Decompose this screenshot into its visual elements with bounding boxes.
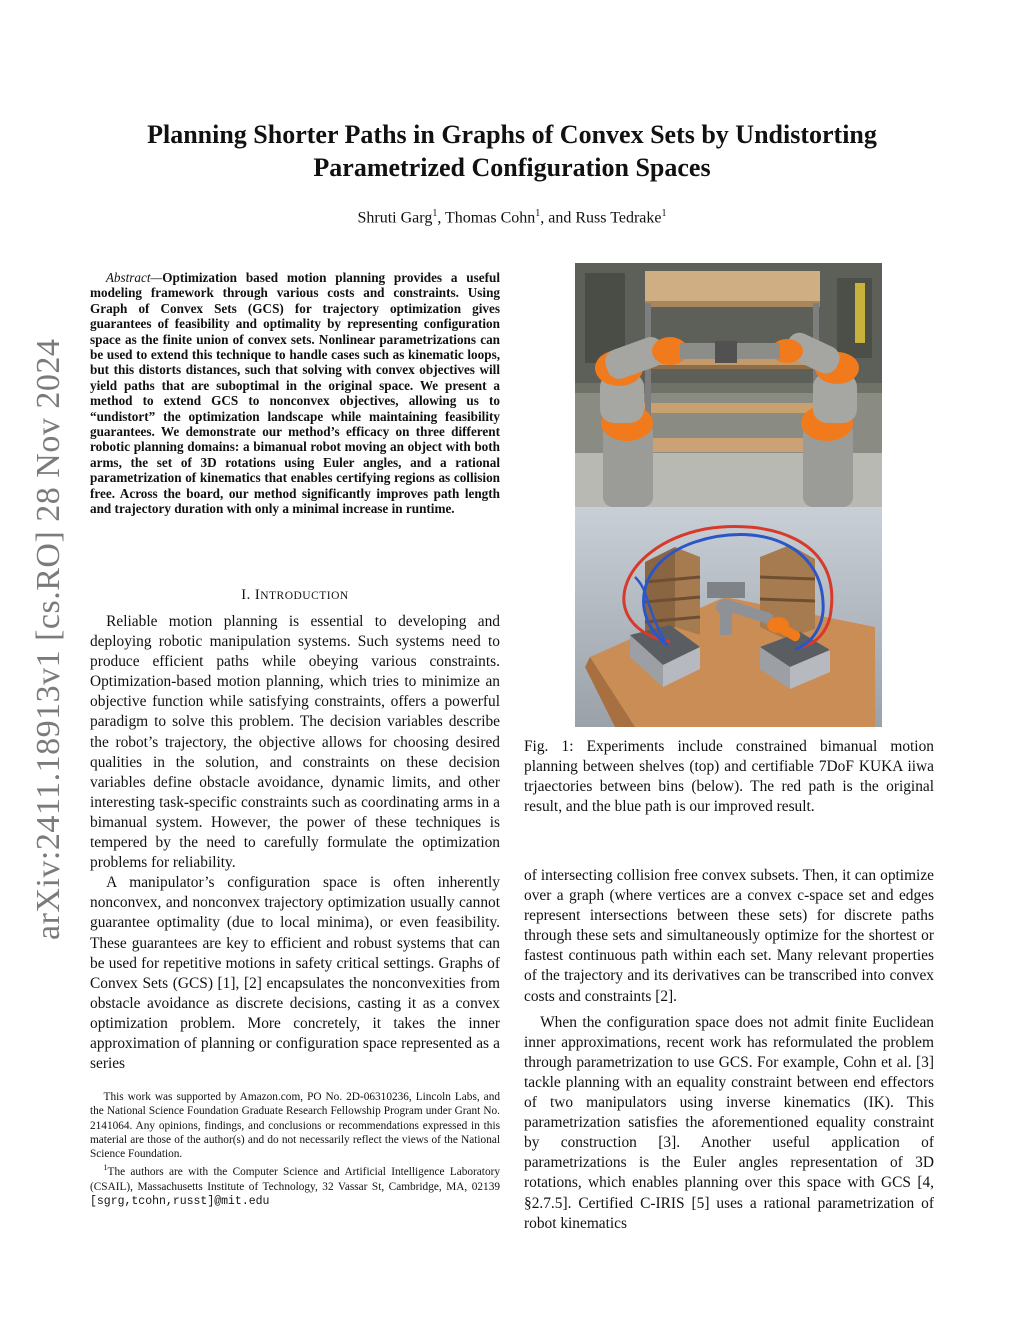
figure-render-kuka — [575, 507, 882, 727]
caption-text: Experiments include constrained bimanual motion planning between shelves (top) and certifiable 7DoF KUKA iiwa trjaectories between bins (below). The red path is the original result, and the blue path is our improved result. — [524, 738, 934, 816]
author-affiliation-mark: 1 — [661, 208, 667, 219]
funding-footnote: This work was supported by Amazon.com, PO No. 2D-06310236, Lincoln Labs, and the National Science Foundation Graduate Research Fellowship Program under Grant No. 2141064. Any opinions, findings, and conclusions or recommendations expressed in this material are those of the author(s) and do not necessarily reflect the views of the National Science Foundation. — [90, 1091, 500, 1161]
footnote-mark: 1 — [103, 1163, 108, 1173]
author-name: Shruti Garg — [357, 209, 433, 227]
right-column-body — [524, 866, 934, 1234]
title-line-1: Planning Shorter Paths in Graphs of Convex Sets by Undistorting — [147, 120, 877, 149]
author-emails: [sgrg,tcohn,russt]@mit.edu — [90, 1194, 270, 1208]
arxiv-identifier: arXiv:2411.18913v1 [cs.RO] 28 Nov 2024 — [30, 338, 67, 940]
author-affiliation-mark: 1 — [535, 208, 541, 219]
paragraph: When the configuration space does not admit finite Euclidean inner approximations, recent work has reformulated the problem through parametrization to use GCS. For example, Cohn et al. [3] tackle planning with an equality constraint between end effectors of two manipulators using inverse kinematics (IK). This parametrization satisfies the aforementioned equality constraint by construction [3]. Another useful application of parametrizations is the Euler angles representation of 3D rotations, which enables planning over this space with GCS [4, §2.7.5]. Certified C-IRIS [5] uses a rational parametrization of robot kinematics — [524, 1013, 934, 1232]
section-number: I. — [241, 587, 251, 603]
author-list: Shruti Garg$^1$, Thomas Cohn$^1$, and Russ Tedrake$^1$ — [357, 208, 667, 227]
paragraph: A manipulator’s configuration space is often inherently nonconvex, and nonconvex trajectory optimization usually cannot guarantee optimality (due to local minima), or even feasibility. These guarantees are key to efficient and robust systems that can be used for repetitive motions in safety critical settings. Graphs of Convex Sets (GCS) [1], [2] encapsulates the nonconvexities from obstacle avoidance as discrete decisions, casting it as a convex optimization problem. More concretely, it takes the inner approximation of planning or configuration space represented as a series — [90, 874, 500, 1073]
caption-label: Fig. 1: — [524, 738, 574, 755]
paper-title — [80, 118, 944, 184]
paragraph: Reliable motion planning is essential to developing and deploying robotic manipulation systems. Such systems need to produce efficient paths while obeying various constraints. Optimization-based motion planning, which tries to minimize an objective function while satisfying constraints, offers a powerful paradigm to solve this problem. The decision variables describe the robot’s trajectory, the objective allows for choosing desired qualities in the solution, and constraints on these decision variables define obstacle avoidance, dynamic limits, and other interesting task-specific constraints such as coordinating arms in a bimanual system. However, the power of these techniques is tempered by the need to carefully formulate the optimization problems for reliability. — [90, 613, 500, 872]
title-line-2: Parametrized Configuration Spaces — [313, 153, 711, 182]
section-initial: I — [254, 587, 261, 603]
affiliation-footnote — [90, 1161, 500, 1209]
kuka-bins-render — [575, 507, 882, 727]
author-affiliation-mark: 1 — [432, 208, 438, 219]
abstract-text: Optimization based motion planning provides a useful modeling framework through various costs and constraints. Using Graph of Convex Sets (GCS) for trajectory optimization gives guarantees of feasibility and optimality by representing configuration space as the finite union of convex sets. Nonlinear parametrizations can be used to extend this technique to handle cases such as kinematic loops, but this distorts distances, such that solving with convex objectives will yield paths that are suboptimal in the original space. We present a method to extend GCS to nonconvex objectives, allowing us to “undistort” the optimization landscape while maintaining feasibility guarantees. We demonstrate our method’s efficacy on three different robotic planning domains: a bimanual robot moving an object with both arms, the set of 3D rotations using Euler angles, and a rational parametrization of kinematics that enables certifying regions as collision free. Across the board, our method significantly improves path length and trajectory duration with only a minimal increase in runtime. — [90, 270, 500, 517]
figure-caption — [524, 737, 934, 817]
affiliation-text: The authors are with the Computer Science and Artificial Intelligence Laboratory (CSAIL), Massachusetts Institute of Technology, 32 Vassar St, Cambridge, MA, 02139 — [90, 1166, 500, 1193]
footnotes — [90, 1090, 500, 1209]
abstract-label: Abstract — [105, 270, 151, 285]
introduction-body — [90, 612, 500, 1074]
author-name: Russ Tedrake — [575, 209, 662, 227]
bimanual-robot-photo — [575, 263, 882, 507]
section-heading — [90, 587, 500, 604]
abstract: Abstract—Optimization based motion planning provides a useful modeling framework through various costs and constraints. Using Graph of Convex Sets (GCS) for trajectory optimization gives guarantees of feasibility and optimality by representing configuration space as the finite union of convex sets. Nonlinear parametrizations can be used to extend this technique to handle cases such as kinematic loops, but this distorts distances, such that solving with convex objectives will yield paths that are suboptimal in the original space. We present a method to extend GCS to nonconvex objectives, allowing us to “undistort” the optimization landscape while maintaining feasibility guarantees. We demonstrate our method’s efficacy on three different robotic planning domains: a bimanual robot moving an object with both arms, the set of 3D rotations using Euler angles, and a rational parametrization of kinematics that enables certifying regions as collision free. Across the board, our method significantly improves path length and trajectory duration with only a minimal increase in runtime. — [90, 270, 500, 517]
author-name: Thomas Cohn — [445, 209, 536, 227]
paragraph: of intersecting collision free convex subsets. Then, it can optimize over a graph (where vertices are a convex c-space set and edges represent intersections between these sets) for discrete paths through these sets and simultaneously optimize for the shortest or fastest continuous path within each set. Many relevant properties of the trajectory and its derivatives can be transcribed into convex costs and constraints [2]. — [524, 867, 934, 1005]
section-title-rest: NTRODUCTION — [260, 590, 349, 602]
figure-photo-bimanual — [575, 263, 882, 507]
